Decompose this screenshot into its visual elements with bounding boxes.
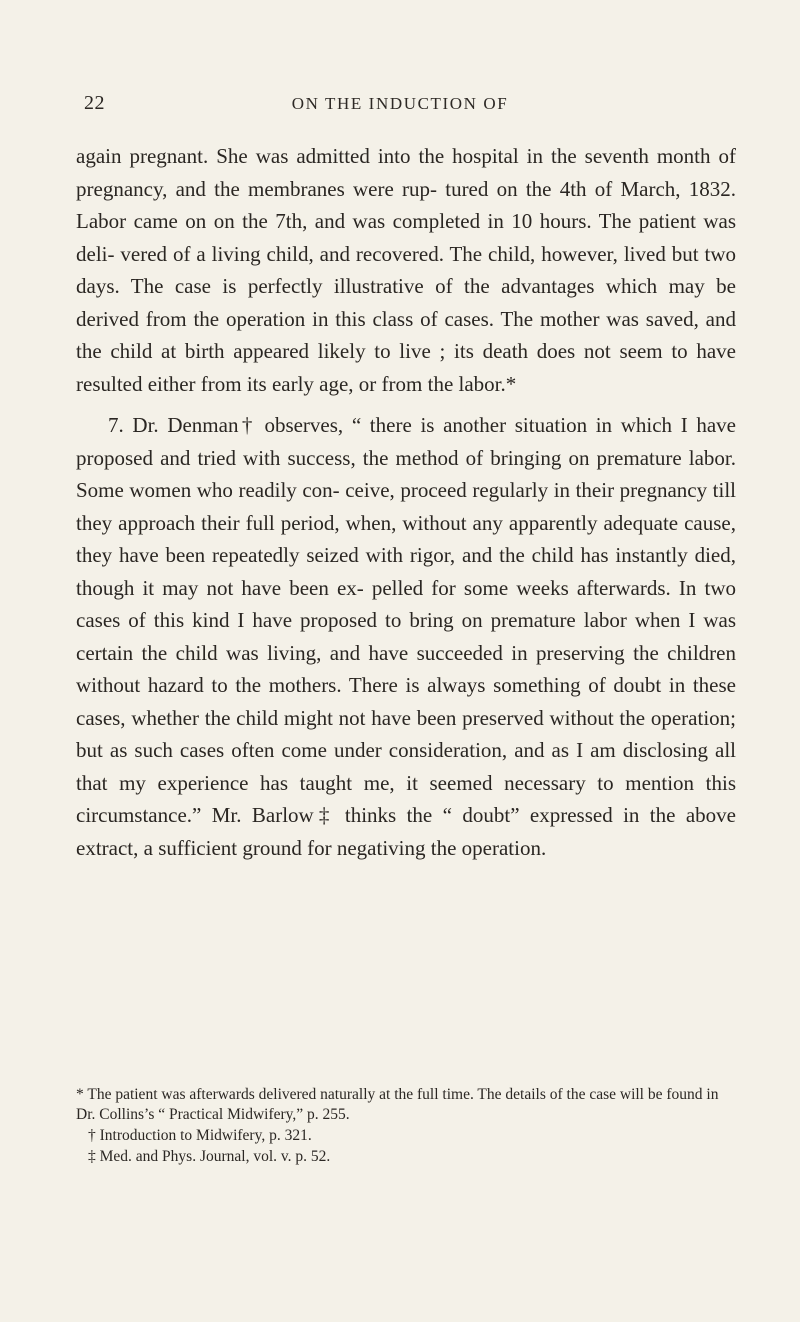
paragraph-1: again pregnant. She was admitted into the hospital in the seventh month of pregnancy, and the membranes were rup- tured on the 4th of March, 1832. Labor came on on the 7th, and was completed in 10 hours. The patient was deli- vered of a living child, and recovered. The child, however, lived but two days. The case is perfectly illustrative of the advantages which may be derived from the operation in this class of cases. The mother was saved, and the child at birth appeared likely to live ; its death does not seem to have resulted either from its early age, or from the labor.*: [76, 144, 736, 396]
footnote-asterisk: * The patient was afterwards delivered naturally at the full time. The details of the case will be found in Dr. Collins’s “ Practical Midwifery,” p. 255.: [76, 1086, 719, 1123]
running-head: ON THE INDUCTION OF: [291, 94, 509, 113]
page-number: 22: [84, 92, 105, 114]
footnote-double-dagger: ‡ Med. and Phys. Journal, vol. v. p. 52.: [88, 1148, 331, 1165]
page-header: [84, 92, 716, 120]
footnotes: [76, 1085, 736, 1168]
body-text: [76, 140, 736, 864]
paragraph-2: 7. Dr. Denman† observes, “ there is another situation in which I have proposed and tried with success, the method of bringing on premature labor. Some women who readily con- ceive, proceed regularly in their pregnancy till they approach their full period, when, without any apparently adequate cause, they have been repeatedly seized with rigor, and the child has instantly died, though it may not have been ex- pelled for some weeks afterwards. In two cases of this kind I have proposed to bring on premature labor when I was certain the child was living, and have succeeded in preserving the children without hazard to the mothers. There is always something of doubt in these cases, whether the child might not have been preserved without the operation; but as such cases often come under consideration, and as I am disclosing all that my experience has taught me, it seemed necessary to mention this circumstance.” Mr. Barlow‡ thinks the “ doubt” expressed in the above extract, a sufficient ground for negativing the operation.: [76, 413, 736, 860]
footnote-dagger: † Introduction to Midwifery, p. 321.: [88, 1127, 312, 1144]
